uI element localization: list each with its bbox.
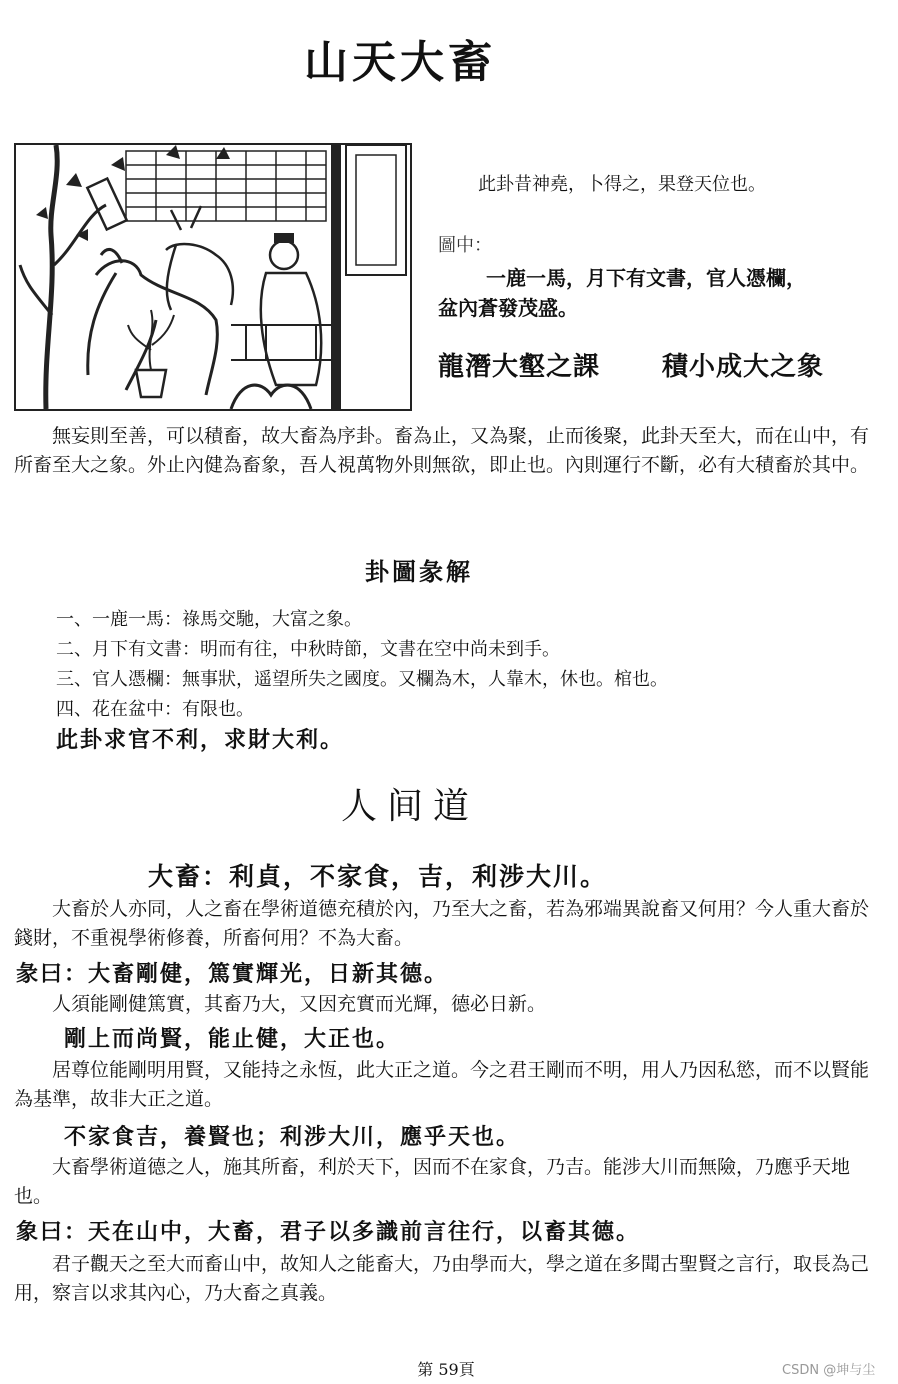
quote-xiang: 象曰：天在山中，大畜，君子以多識前言往行，以畜其德。 xyxy=(16,1219,641,1245)
figure-description-line-2: 盆內蒼發茂盛。 xyxy=(438,296,578,320)
paragraph-commentary: 大畜學術道德之人，施其所畜，利於天下，因而不在家食，乃吉。能涉大川而無險，乃應乎天地也。 xyxy=(14,1156,851,1207)
lesson-title-1: 龍潛大壑之課 xyxy=(438,352,601,382)
watermark: CSDN @坤与尘 xyxy=(782,1363,876,1378)
paragraph-commentary: 大畜於人亦同，人之畜在學術道德充積於內，乃至大之畜，若為邪端異說畜又何用？今人重大畜於錢財，不重視學術修養，所畜何用？不為大畜。 xyxy=(14,898,870,949)
intro-text: 此卦昔神堯，卜得之，果登天位也。 xyxy=(478,174,766,195)
paragraph-commentary: 君子觀天之至大而畜山中，故知人之能畜大，乃由學而大，學之道在多聞古聖賢之言行，取長為己用，察言以求其內心，乃大畜之真義。 xyxy=(14,1253,870,1304)
woodblock-illustration xyxy=(14,143,412,411)
figure-label: 圖中： xyxy=(438,235,492,256)
quote-tuan: 剛上而尚賢，能止健，大正也。 xyxy=(64,1026,401,1052)
quote-tuan: 彖曰：大畜剛健，篤實輝光，日新其德。 xyxy=(16,961,449,987)
paragraph-commentary: 居尊位能剛明用賢，又能持之永恆，此大正之道。今之君王剛而不明，用人乃因私慾，而不以賢能為基準，故非大正之道。 xyxy=(14,1059,870,1110)
list-item: 三、官人憑欄：無事狀，遥望所失之國度。又欄為木，人靠木，休也。棺也。 xyxy=(56,669,668,690)
list-item: 二、月下有文書：明而有往，中秋時節，文書在空中尚未到手。 xyxy=(56,639,560,660)
illustration-drawing xyxy=(16,145,410,409)
paragraph-commentary: 人須能剛健篤實，其畜乃大，又因充實而光輝，德必日新。 xyxy=(52,993,547,1015)
quote-tuan: 不家食吉，養賢也；利涉大川，應乎天也。 xyxy=(64,1124,521,1150)
quote-judgement: 大畜：利貞，不家食，吉，利涉大川。 xyxy=(148,862,608,891)
page-number: 第 59頁 xyxy=(417,1360,475,1379)
list-item: 一、一鹿一馬：祿馬交馳，大富之象。 xyxy=(56,609,362,630)
page-title: 山天大畜 xyxy=(304,37,496,88)
lesson-title-2: 積小成大之象 xyxy=(662,352,825,382)
summary: 此卦求官不利，求財大利。 xyxy=(56,727,345,753)
section-title: 卦圖彖解 xyxy=(365,557,473,586)
paragraph-sequence: 無妄則至善，可以積畜，故大畜為序卦。畜為止，又為聚，止而後聚，此卦天至大，而在山中，有所畜至大之象。外止內健為畜象，吾人視萬物外則無欲，即止也。內則運行不斷，必有大積畜於其中。 xyxy=(14,425,870,476)
figure-description-line-1: 一鹿一馬，月下有文書，官人憑欄， xyxy=(486,266,806,290)
list-item: 四、花在盆中：有限也。 xyxy=(56,699,254,720)
chapter-title: 人间道 xyxy=(340,786,479,827)
